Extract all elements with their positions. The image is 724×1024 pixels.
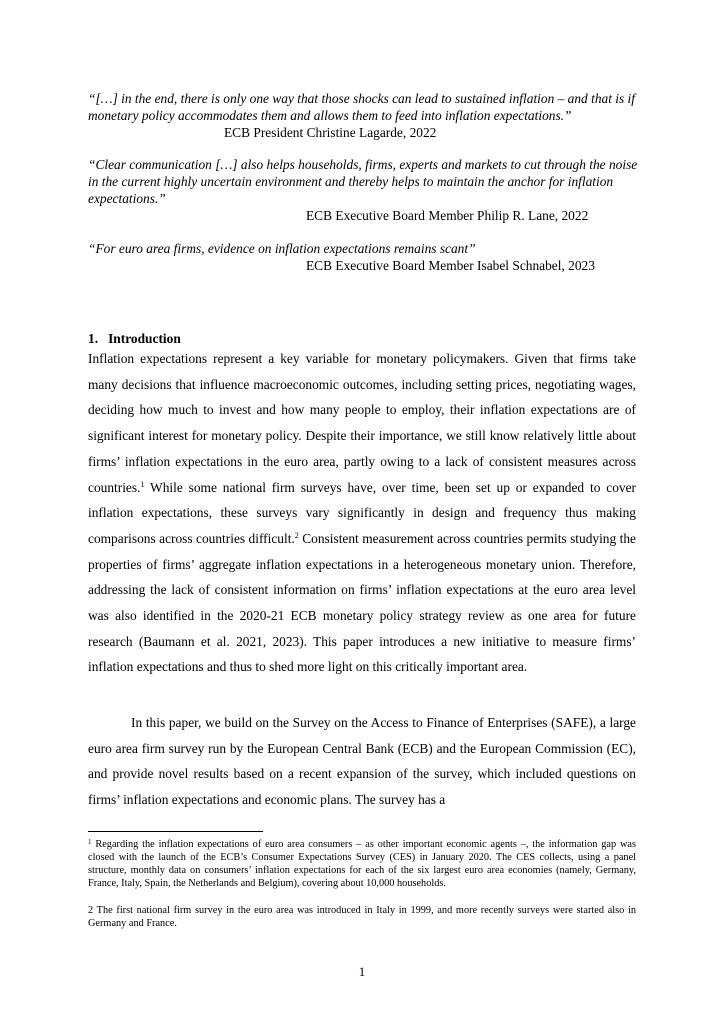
quote-attribution: ECB Executive Board Member Philip R. Lane, 2022 <box>306 208 589 223</box>
footnote-1 <box>88 838 636 890</box>
quote-attribution: ECB President Christine Lagarde, 2022 <box>224 125 437 140</box>
footnote-divider <box>88 831 263 832</box>
paragraph-text: In this paper, we build on the Survey on the Access to Finance of Enterprises (SAFE), a large euro area firm survey run by the European Central Bank (ECB) and the European Commission (EC), and provide novel results based on a recent expansion of the survey, which included questions on firms’ inflation expectations and economic plans. The survey has a <box>88 715 636 808</box>
epigraph-quote-lane <box>88 156 640 224</box>
paragraph-survey <box>88 710 636 813</box>
quote-text: “For euro area firms, evidence on inflation expectations remains scant” <box>88 241 476 256</box>
footnote-marker: 2 <box>88 905 94 916</box>
quote-text: “Clear communication […] also helps households, firms, experts and markets to cut through the noise in the current highly uncertain environment and thereby helps to maintain the anchor for inflation expectations.” <box>88 157 638 206</box>
footnote-ref-1[interactable]: 1 <box>140 479 145 489</box>
footnote-ref-2[interactable]: 2 <box>294 530 299 540</box>
paragraph-text: Consistent measurement across countries permits studying the properties of firms’ aggregate inflation expectations in a heterogeneous monetary union. Therefore, addressing the lack of consistent information on firms’ inflation expectations at the euro area level was also identified in the 2020-21 ECB monetary policy strategy review as one area for future research (Baumann et al. 2021, 2023). This paper introduces a new initiative to measure firms’ inflation expectations and thus to shed more light on this critically important area. <box>88 530 636 675</box>
paragraph-text: Inflation expectations represent a key variable for monetary policymakers. Given that firms take many decisions that influence macroeconomic outcomes, including setting prices, negotiating wages, deciding how much to invest and how many people to employ, their inflation expectations are of significant interest for monetary policy. Despite their importance, we still know relatively little about firms’ inflation expectations in the euro area, partly owing to a lack of consistent measures across countries. <box>88 351 636 495</box>
footnote-text: Regarding the inflation expectations of euro area consumers – as other important economic agents –, the information gap was closed with the launch of the ECB’s Consumer Expectations Survey (CES) in January 2020. The CES collects, using a panel structure, monthly data on consumers’ inflation expectations for each of the six largest euro area economies (namely, Germany, France, Italy, Spain, the Netherlands and Belgium), covering about 10,000 households. <box>88 839 636 890</box>
section-heading: 1. Introduction <box>88 331 181 346</box>
epigraph-quote-schnabel <box>88 240 640 274</box>
epigraph-quote-lagarde <box>88 90 640 141</box>
page-number: 1 <box>358 964 366 979</box>
footnote-text: The first national firm survey in the euro area was introduced in Italy in 1999, and more recently surveys were started also in Germany and France. <box>88 905 636 930</box>
paragraph-introduction <box>88 346 636 680</box>
quote-attribution: ECB Executive Board Member Isabel Schnabel, 2023 <box>306 258 595 273</box>
footnote-marker: 1 <box>88 838 92 846</box>
footnote-2 <box>88 904 636 930</box>
quote-text: “[…] in the end, there is only one way that those shocks can lead to sustained inflation – and that is if monetary policy accommodates them and allows them to feed into inflation expectations.” <box>88 91 635 123</box>
paragraph-text: While some national firm surveys have, over time, been set up or expanded to cover inflation expectations, these surveys vary significantly in design and frequency thus making comparisons across countries difficult. <box>88 479 636 546</box>
